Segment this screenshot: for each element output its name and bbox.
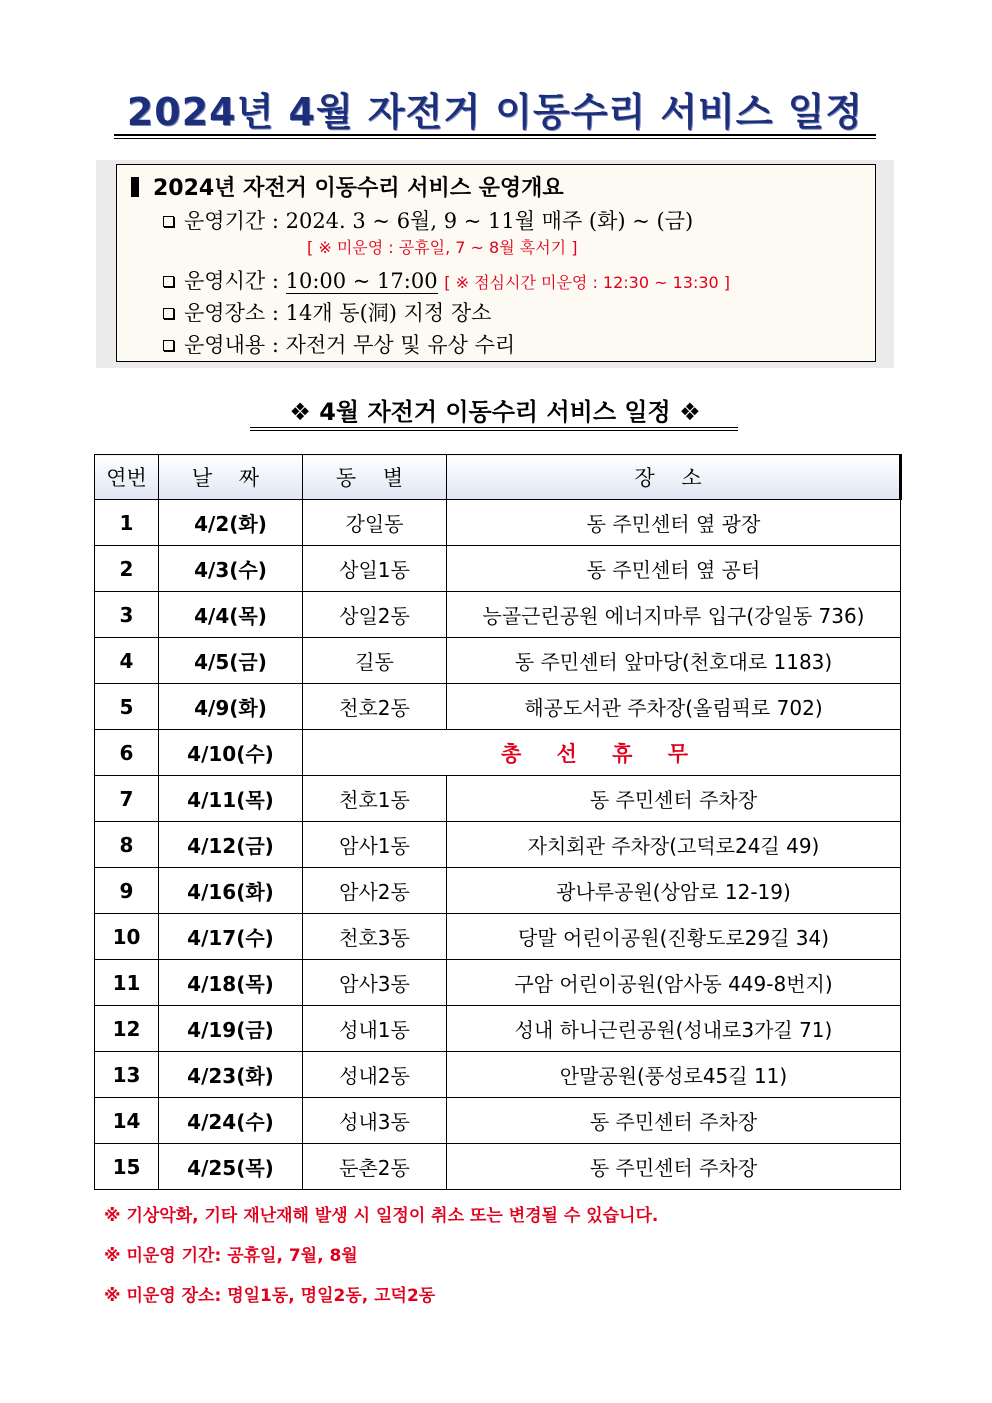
row-dong: 성내2동	[303, 1052, 447, 1098]
table-row	[95, 684, 901, 730]
period-note: [ ※ 미운영 : 공휴일, 7 ~ 8월 혹서기 ]	[307, 238, 578, 257]
note-locations: ※ 미운영 장소: 명일1동, 명일2동, 고덕2동	[104, 1286, 436, 1306]
table-row	[95, 1144, 901, 1190]
place-label: 운영장소 :	[184, 301, 279, 325]
table-row	[95, 822, 901, 868]
table-row	[95, 730, 901, 776]
row-date: 4/9(화)	[159, 684, 303, 730]
table-row	[95, 1052, 901, 1098]
row-date: 4/25(목)	[159, 1144, 303, 1190]
page-title: 2024년 4월 자전거 이동수리 서비스 일정	[126, 90, 864, 134]
row-date: 4/17(수)	[159, 914, 303, 960]
row-number: 10	[95, 914, 159, 960]
overview-box	[116, 164, 876, 362]
place-line	[163, 297, 491, 327]
header-place: 장 소	[447, 455, 901, 500]
row-number: 1	[95, 500, 159, 546]
row-dong: 천호3동	[303, 914, 447, 960]
table-row	[95, 776, 901, 822]
row-date: 4/2(화)	[159, 500, 303, 546]
row-dong: 천호2동	[303, 684, 447, 730]
checkbox-bullet-icon	[163, 216, 174, 227]
page-title-wrap	[114, 85, 876, 139]
table-row	[95, 1098, 901, 1144]
hours-value: 10:00 ~ 17:00	[285, 269, 438, 293]
overview-heading: 2024년 자전거 이동수리 서비스 운영개요	[131, 171, 564, 202]
row-place: 자치회관 주차장(고덕로24길 49)	[447, 822, 901, 868]
row-dong: 천호1동	[303, 776, 447, 822]
row-place: 안말공원(풍성로45길 11)	[447, 1052, 901, 1098]
row-place: 당말 어린이공원(진황도로29길 34)	[447, 914, 901, 960]
row-date: 4/19(금)	[159, 1006, 303, 1052]
subtitle-underline-2	[250, 430, 738, 431]
note-weather: ※ 기상악화, 기타 재난재해 발생 시 일정이 취소 또는 변경될 수 있습니다.	[104, 1206, 659, 1226]
row-number: 8	[95, 822, 159, 868]
row-number: 13	[95, 1052, 159, 1098]
row-number: 3	[95, 592, 159, 638]
row-place: 동 주민센터 옆 광장	[447, 500, 901, 546]
period-line	[163, 205, 693, 235]
title-underline	[114, 134, 876, 136]
row-dong: 강일동	[303, 500, 447, 546]
table-row	[95, 638, 901, 684]
row-date: 4/10(수)	[159, 730, 303, 776]
hours-label: 운영시간 :	[184, 269, 279, 293]
row-number: 5	[95, 684, 159, 730]
note-period: ※ 미운영 기간: 공휴일, 7월, 8월	[104, 1246, 358, 1266]
row-place: 동 주민센터 주차장	[447, 1144, 901, 1190]
row-date: 4/4(목)	[159, 592, 303, 638]
row-place: 동 주민센터 옆 공터	[447, 546, 901, 592]
period-label: 운영기간 :	[184, 209, 279, 233]
row-date: 4/11(목)	[159, 776, 303, 822]
heading-bar-icon	[131, 177, 139, 197]
row-dong: 상일2동	[303, 592, 447, 638]
row-date: 4/18(목)	[159, 960, 303, 1006]
row-number: 12	[95, 1006, 159, 1052]
row-date: 4/3(수)	[159, 546, 303, 592]
header-no: 연번	[95, 455, 159, 500]
row-number: 15	[95, 1144, 159, 1190]
place-value: 14개 동(洞) 지정 장소	[285, 301, 492, 325]
checkbox-bullet-icon	[163, 340, 174, 351]
row-closed-notice	[303, 730, 901, 776]
row-number: 2	[95, 546, 159, 592]
row-number: 4	[95, 638, 159, 684]
row-place: 능골근린공원 에너지마루 입구(강일동 736)	[447, 592, 901, 638]
closed-label: 총 선 휴 무	[500, 741, 703, 766]
checkbox-bullet-icon	[163, 308, 174, 319]
row-dong: 암사3동	[303, 960, 447, 1006]
row-dong: 성내3동	[303, 1098, 447, 1144]
title-underline-2	[114, 138, 876, 139]
row-place: 해공도서관 주차장(올림픽로 702)	[447, 684, 901, 730]
row-date: 4/16(화)	[159, 868, 303, 914]
table-row	[95, 500, 901, 546]
header-dong: 동 별	[303, 455, 447, 500]
table-row	[95, 546, 901, 592]
row-dong: 상일1동	[303, 546, 447, 592]
table-row	[95, 868, 901, 914]
table-row	[95, 960, 901, 1006]
row-number: 7	[95, 776, 159, 822]
row-place: 동 주민센터 주차장	[447, 1098, 901, 1144]
row-place: 동 주민센터 주차장	[447, 776, 901, 822]
row-dong: 암사1동	[303, 822, 447, 868]
row-date: 4/23(화)	[159, 1052, 303, 1098]
row-dong: 둔촌2동	[303, 1144, 447, 1190]
row-dong: 암사2동	[303, 868, 447, 914]
subtitle-underline	[250, 427, 738, 428]
row-place: 성내 하니근린공원(성내로3가길 71)	[447, 1006, 901, 1052]
content-line	[163, 329, 515, 359]
table-body	[95, 500, 901, 1190]
table-header-row	[95, 455, 901, 500]
table-row	[95, 592, 901, 638]
row-number: 14	[95, 1098, 159, 1144]
checkbox-bullet-icon	[163, 276, 174, 287]
row-number: 9	[95, 868, 159, 914]
row-date: 4/24(수)	[159, 1098, 303, 1144]
content-value: 자전거 무상 및 유상 수리	[285, 333, 516, 357]
row-place: 동 주민센터 앞마당(천호대로 1183)	[447, 638, 901, 684]
row-number: 6	[95, 730, 159, 776]
hours-note: [ ※ 점심시간 미운영 : 12:30 ~ 13:30 ]	[444, 273, 731, 292]
row-number: 11	[95, 960, 159, 1006]
row-dong: 성내1동	[303, 1006, 447, 1052]
schedule-subtitle: ❖ 4월 자전거 이동수리 서비스 일정 ❖	[289, 398, 701, 426]
schedule-table	[94, 454, 902, 1190]
content-label: 운영내용 :	[184, 333, 279, 357]
row-date: 4/5(금)	[159, 638, 303, 684]
row-dong: 길동	[303, 638, 447, 684]
row-place: 광나루공원(상암로 12-19)	[447, 868, 901, 914]
header-date: 날 짜	[159, 455, 303, 500]
row-place: 구암 어린이공원(암사동 449-8번지)	[447, 960, 901, 1006]
row-date: 4/12(금)	[159, 822, 303, 868]
table-row	[95, 914, 901, 960]
hours-line	[163, 265, 730, 295]
table-row	[95, 1006, 901, 1052]
period-value: 2024. 3 ~ 6월, 9 ~ 11월 매주 (화) ~ (금)	[285, 209, 694, 233]
